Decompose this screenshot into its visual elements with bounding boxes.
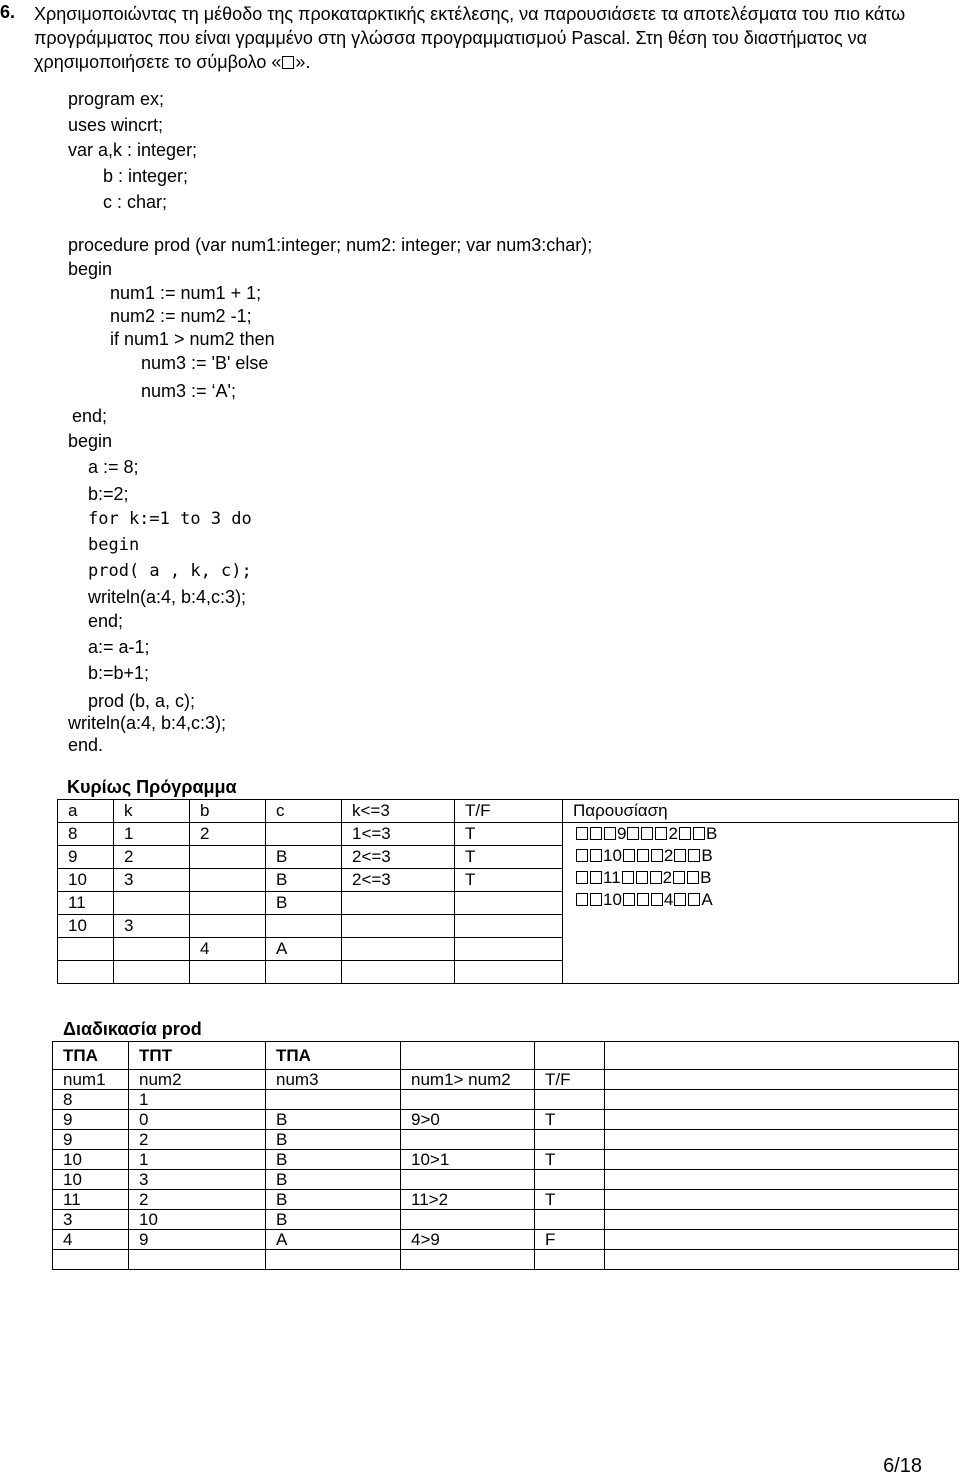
main-program-table <box>57 799 959 984</box>
space-symbol-box <box>623 849 635 862</box>
table-cell: F <box>535 1230 605 1250</box>
table-cell <box>342 961 455 984</box>
space-symbol-box <box>623 893 635 906</box>
code-line: b:=2; <box>88 484 129 504</box>
table-cell <box>535 1090 605 1110</box>
table-cell: A <box>266 1230 401 1250</box>
code-line: procedure prod (var num1:integer; num2: integer; var num3:char); <box>68 235 593 255</box>
table-cell: 11 <box>58 892 114 915</box>
table-cell <box>455 915 563 938</box>
table-cell <box>605 1130 959 1150</box>
code-line: c : char; <box>103 192 168 212</box>
space-symbol-box <box>590 849 602 862</box>
table-cell <box>129 1250 266 1270</box>
column-header: num1> num2 <box>401 1070 535 1090</box>
table-cell: 0 <box>129 1110 266 1130</box>
code-line: num3 := ‘A'; <box>141 381 236 401</box>
table-cell: 1 <box>129 1090 266 1110</box>
table-cell <box>266 915 342 938</box>
output-value: 10 <box>603 890 622 909</box>
table-cell: 2 <box>114 846 190 869</box>
table-cell <box>605 1210 959 1230</box>
table-cell <box>266 1250 401 1270</box>
table-cell <box>401 1210 535 1230</box>
space-symbol-box <box>688 849 700 862</box>
space-symbol-box <box>576 849 588 862</box>
code-line: writeln(a:4, b:4,c:3); <box>88 587 247 607</box>
space-symbol-box <box>637 893 649 906</box>
group-header: ΤΠΑ <box>266 1042 401 1070</box>
table-cell <box>535 1130 605 1150</box>
code-line: num2 := num2 -1; <box>110 306 252 326</box>
table-cell <box>58 961 114 984</box>
table-cell <box>401 1090 535 1110</box>
code-line: prod (b, a, c); <box>88 691 196 711</box>
output-line <box>575 845 958 867</box>
table-cell: 3 <box>114 915 190 938</box>
table-cell: 1 <box>114 823 190 846</box>
output-value: B <box>701 846 713 865</box>
table-cell: 9 <box>58 846 114 869</box>
table-cell: 2 <box>129 1190 266 1210</box>
table-cell: T <box>455 823 563 846</box>
table-cell: T <box>535 1110 605 1130</box>
table-cell: 10 <box>58 915 114 938</box>
table-header-row <box>58 800 959 823</box>
table-cell <box>455 938 563 961</box>
table-cell: B <box>266 846 342 869</box>
table-cell <box>605 1230 959 1250</box>
code-line: b : integer; <box>103 166 189 186</box>
table-cell: T <box>535 1150 605 1170</box>
table-cell <box>190 892 266 915</box>
code-line: num3 := 'B' else <box>141 353 269 373</box>
table-cell: B <box>266 869 342 892</box>
space-symbol-box <box>604 827 616 840</box>
table-cell: B <box>266 1130 401 1150</box>
table-cell: 2<=3 <box>342 869 455 892</box>
code-line: writeln(a:4, b:4,c:3); <box>68 713 227 733</box>
table-cell <box>53 1250 129 1270</box>
table-cell <box>535 1210 605 1230</box>
table-cell: 2 <box>129 1130 266 1150</box>
table-row <box>53 1130 959 1150</box>
table-cell: 4>9 <box>401 1230 535 1250</box>
group-header <box>535 1042 605 1070</box>
table-cell: 8 <box>58 823 114 846</box>
column-header: k<=3 <box>342 800 455 823</box>
column-header: a <box>58 800 114 823</box>
table-cell <box>535 1250 605 1270</box>
main-table-title: Κυρίως Πρόγραμμα <box>67 777 237 797</box>
table-cell <box>190 915 266 938</box>
group-header: ΤΠΤ <box>129 1042 266 1070</box>
question-number: 6. <box>0 2 16 22</box>
code-line: b:=b+1; <box>88 663 150 683</box>
table-cell <box>266 961 342 984</box>
table-row <box>53 1190 959 1210</box>
table-cell: 11 <box>53 1190 129 1210</box>
question-text-main: Χρησιμοποιώντας τη μέθοδο της προκαταρκτικής εκτέλεσης, να παρουσιάσετε τα αποτελέσματα του πιο κάτω προγράμματος που είναι γραμμένο στη γλώσσα προγραμματισμού Pascal. Στη θέση του διαστήματος να χρησιμοποιήσετε το σύμβολο « <box>34 4 906 72</box>
column-header: b <box>190 800 266 823</box>
group-header <box>401 1042 535 1070</box>
table-cell: 9 <box>129 1230 266 1250</box>
table-cell <box>605 1190 959 1210</box>
table-cell <box>190 961 266 984</box>
table-cell: 9 <box>53 1110 129 1130</box>
output-value: 11 <box>603 868 621 887</box>
table-cell <box>605 1150 959 1170</box>
table-row <box>53 1250 959 1270</box>
code-line: program ex; <box>68 89 165 109</box>
code-line: prod( a , k, c); <box>88 561 252 581</box>
table-cell <box>401 1170 535 1190</box>
table-cell: B <box>266 892 342 915</box>
table-cell <box>266 1090 401 1110</box>
table-row <box>53 1210 959 1230</box>
prod-procedure-table <box>52 1041 959 1270</box>
space-symbol-box <box>641 827 653 840</box>
space-symbol-box <box>688 893 700 906</box>
table-cell <box>190 869 266 892</box>
proc-table-title: Διαδικασία prod <box>63 1019 202 1039</box>
table-cell: T <box>455 846 563 869</box>
table-cell: 9>0 <box>401 1110 535 1130</box>
table-cell <box>605 1042 959 1070</box>
table-cell <box>605 1090 959 1110</box>
table-cell <box>190 846 266 869</box>
table-cell: B <box>266 1190 401 1210</box>
column-header: k <box>114 800 190 823</box>
space-symbol-box <box>693 827 705 840</box>
space-symbol-box <box>590 871 602 884</box>
page-number: 6/18 <box>883 1455 922 1477</box>
table-cell: 1<=3 <box>342 823 455 846</box>
output-presentation-cell <box>563 823 959 984</box>
column-header: num3 <box>266 1070 401 1090</box>
table-cell: 1 <box>129 1150 266 1170</box>
question-text-end: ». <box>295 52 311 72</box>
table-cell <box>455 961 563 984</box>
space-symbol-box <box>590 893 602 906</box>
space-symbol-box <box>650 871 662 884</box>
table-cell: 4 <box>190 938 266 961</box>
space-symbol-box <box>674 849 686 862</box>
group-header: ΤΠΑ <box>53 1042 129 1070</box>
output-value: B <box>700 868 712 887</box>
table-cell: 2 <box>190 823 266 846</box>
column-header: c <box>266 800 342 823</box>
space-symbol-box <box>673 871 685 884</box>
table-cell <box>455 892 563 915</box>
space-symbol-box <box>590 827 602 840</box>
space-symbol-box <box>679 827 691 840</box>
code-line: a := 8; <box>88 457 139 477</box>
table-cell: T <box>535 1190 605 1210</box>
output-value: 4 <box>663 890 674 909</box>
table-cell: A <box>266 938 342 961</box>
table-cell: 10 <box>53 1150 129 1170</box>
space-symbol-box <box>627 827 639 840</box>
table-cell: 10>1 <box>401 1150 535 1170</box>
code-line: end; <box>72 406 108 426</box>
table-cell <box>266 823 342 846</box>
table-cell <box>342 915 455 938</box>
table-cell: 2<=3 <box>342 846 455 869</box>
output-value: 9 <box>617 824 627 843</box>
table-cell: 3 <box>53 1210 129 1230</box>
output-line <box>575 889 958 911</box>
table-cell: 11>2 <box>401 1190 535 1210</box>
table-cell: 8 <box>53 1090 129 1110</box>
space-symbol-box <box>674 893 686 906</box>
table-header-row <box>53 1070 959 1090</box>
table-cell <box>535 1170 605 1190</box>
table-cell: B <box>266 1210 401 1230</box>
code-line: begin <box>88 535 140 555</box>
table-cell: 3 <box>129 1170 266 1190</box>
table-row <box>53 1090 959 1110</box>
table-cell: 10 <box>129 1210 266 1230</box>
table-row <box>53 1150 959 1170</box>
code-line: a:= a-1; <box>88 637 150 657</box>
column-header: Παρουσίαση <box>563 800 959 823</box>
output-value: B <box>705 824 718 843</box>
table-cell <box>114 892 190 915</box>
code-line: for k:=1 to 3 do <box>88 509 252 529</box>
table-cell <box>342 938 455 961</box>
table-row <box>58 823 959 846</box>
table-cell <box>605 1070 959 1090</box>
group-header-row <box>53 1042 959 1070</box>
table-cell <box>114 938 190 961</box>
column-header: T/F <box>535 1070 605 1090</box>
table-cell: 3 <box>114 869 190 892</box>
code-line: begin <box>68 431 113 451</box>
space-symbol-box <box>651 893 663 906</box>
table-cell <box>605 1250 959 1270</box>
space-symbol-box <box>282 56 294 69</box>
output-value: 2 <box>663 846 674 865</box>
table-cell <box>58 938 114 961</box>
table-row <box>53 1170 959 1190</box>
table-cell: B <box>266 1110 401 1130</box>
space-symbol-box <box>687 871 699 884</box>
code-line: end; <box>88 611 124 631</box>
question-text <box>34 2 954 74</box>
space-symbol-box <box>636 871 648 884</box>
code-line: begin <box>68 259 113 279</box>
output-value: 2 <box>668 824 678 843</box>
code-line: uses wincrt; <box>68 115 164 135</box>
output-value: 10 <box>603 846 622 865</box>
column-header: num1 <box>53 1070 129 1090</box>
table-cell: 10 <box>53 1170 129 1190</box>
space-symbol-box <box>576 893 588 906</box>
table-cell <box>401 1250 535 1270</box>
table-cell: 9 <box>53 1130 129 1150</box>
space-symbol-box <box>655 827 667 840</box>
table-cell <box>401 1130 535 1150</box>
table-cell <box>342 892 455 915</box>
space-symbol-box <box>576 827 588 840</box>
code-line: var a,k : integer; <box>68 140 198 160</box>
output-line <box>575 867 958 889</box>
table-cell <box>605 1170 959 1190</box>
table-cell: 10 <box>58 869 114 892</box>
table-row <box>53 1230 959 1250</box>
table-cell <box>114 961 190 984</box>
table-cell: 4 <box>53 1230 129 1250</box>
code-line: if num1 > num2 then <box>110 329 275 349</box>
column-header: num2 <box>129 1070 266 1090</box>
space-symbol-box <box>651 849 663 862</box>
table-row <box>53 1110 959 1130</box>
table-cell: B <box>266 1170 401 1190</box>
space-symbol-box <box>637 849 649 862</box>
column-header: T/F <box>455 800 563 823</box>
output-line <box>575 823 958 845</box>
space-symbol-box <box>576 871 588 884</box>
output-value: 2 <box>662 868 673 887</box>
table-cell: T <box>455 869 563 892</box>
code-line: end. <box>68 735 104 755</box>
table-cell <box>605 1110 959 1130</box>
table-cell: B <box>266 1150 401 1170</box>
output-value: A <box>701 890 713 909</box>
space-symbol-box <box>622 871 634 884</box>
code-line: num1 := num1 + 1; <box>110 283 262 303</box>
